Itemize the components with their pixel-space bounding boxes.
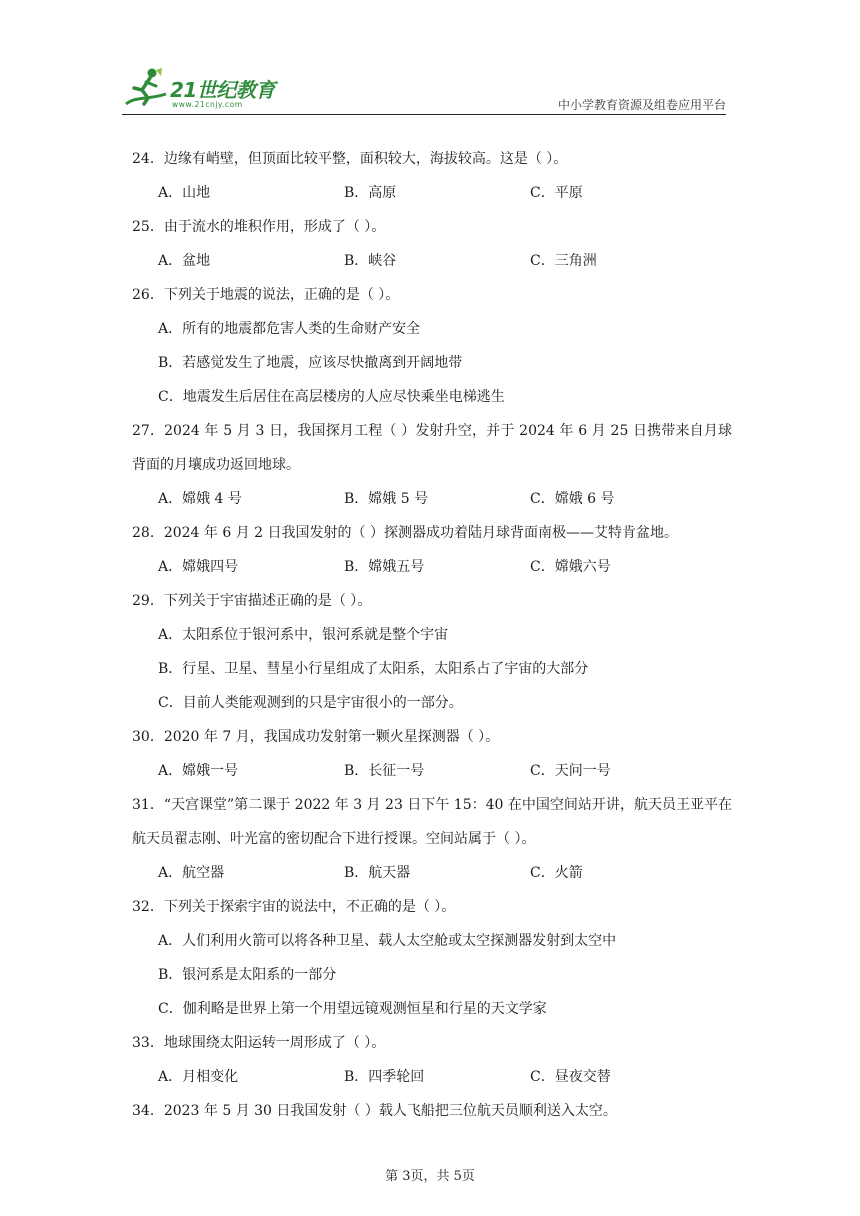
- option: C．地震发生后居住在高层楼房的人应尽快乘坐电梯逃生: [158, 389, 505, 405]
- option: B．嫦娥五号: [344, 559, 425, 575]
- option: C．嫦娥 6 号: [530, 491, 615, 507]
- page-header: [122, 66, 726, 116]
- question-33: 33．地球围绕太阳运转一周形成了（ ）。: [132, 1035, 386, 1051]
- option: A．太阳系位于银河系中，银河系就是整个宇宙: [158, 627, 449, 643]
- header-title: 中小学教育资源及组卷应用平台: [557, 98, 726, 112]
- option: B．高原: [344, 185, 397, 201]
- options-28: [132, 550, 732, 584]
- question-list: [132, 142, 732, 1128]
- question-34: 34．2023 年 5 月 30 日我国发射（ ）载人飞船把三位航天员顺利送入太空。: [132, 1103, 617, 1119]
- option: B．行星、卫星、彗星小行星组成了太阳系，太阳系占了宇宙的大部分: [158, 661, 589, 677]
- question-26: 26．下列关于地震的说法，正确的是（ ）。: [132, 287, 400, 303]
- options-30: [132, 754, 732, 788]
- page-number: 第 3页，共 5页: [385, 1169, 475, 1184]
- option: C．天问一号: [530, 763, 611, 779]
- question-25: 25．由于流水的堆积作用，形成了（ ）。: [132, 219, 386, 235]
- option: B．银河系是太阳系的一部分: [158, 967, 337, 983]
- option: A．人们利用火箭可以将各种卫星、载人太空舱或太空探测器发射到太空中: [158, 933, 617, 949]
- option: B．长征一号: [344, 763, 425, 779]
- option: B．若感觉发生了地震，应该尽快撤离到开阔地带: [158, 355, 463, 371]
- option: A．所有的地震都危害人类的生命财产安全: [158, 321, 421, 337]
- option: C．伽利略是世界上第一个用望远镜观测恒星和行星的天文学家: [158, 1001, 547, 1017]
- header-divider: [122, 114, 726, 115]
- question-28: 28．2024 年 6 月 2 日我国发射的（ ）探测器成功着陆月球背面南极——艾特肯盆地。: [132, 525, 678, 541]
- options-25: [132, 244, 732, 278]
- question-27: 27．2024 年 5 月 3 日，我国探月工程（ ）发射升空，并于 2024 年 6 月 25 日携带来自月球背面的月壤成功返回地球。: [132, 423, 732, 473]
- option: A．山地: [158, 185, 211, 201]
- option: B．四季轮回: [344, 1069, 425, 1085]
- option: A．嫦娥一号: [158, 763, 239, 779]
- question-31: 31．“天宫课堂”第二课于 2022 年 3 月 23 日下午 15：40 在中国空间站开讲，航天员王亚平在航天员翟志刚、叶光富的密切配合下进行授课。空间站属于（ ）。: [132, 797, 732, 847]
- question-24: 24．边缘有峭壁，但顶面比较平整，面积较大，海拔较高。这是（ ）。: [132, 151, 568, 167]
- option: C．目前人类能观测到的只是宇宙很小的一部分。: [158, 695, 463, 711]
- option: A．嫦娥 4 号: [158, 491, 242, 507]
- option: B．峡谷: [344, 253, 397, 269]
- runner-logo-icon: [122, 66, 170, 110]
- logo-text: 21世纪教育: [170, 78, 275, 102]
- question-29: 29．下列关于宇宙描述正确的是（ ）。: [132, 593, 372, 609]
- option: C．平原: [530, 185, 583, 201]
- option: A．月相变化: [158, 1069, 239, 1085]
- question-32: 32．下列关于探索宇宙的说法中，不正确的是（ ）。: [132, 899, 456, 915]
- logo-url: www.21cnjy.com: [172, 100, 243, 109]
- options-31: [132, 856, 732, 890]
- options-24: [132, 176, 732, 210]
- option: C．昼夜交替: [530, 1069, 611, 1085]
- options-33: [132, 1060, 732, 1094]
- question-30: 30．2020 年 7 月，我国成功发射第一颗火星探测器（ ）。: [132, 729, 500, 745]
- option: C．三角洲: [530, 253, 597, 269]
- option: B．航天器: [344, 865, 411, 881]
- option: B．嫦娥 5 号: [344, 491, 429, 507]
- option: A．航空器: [158, 865, 225, 881]
- option: C．嫦娥六号: [530, 559, 611, 575]
- logo: [122, 66, 292, 114]
- option: A．嫦娥四号: [158, 559, 239, 575]
- option: A．盆地: [158, 253, 211, 269]
- options-27: [132, 482, 732, 516]
- option: C．火箭: [530, 865, 583, 881]
